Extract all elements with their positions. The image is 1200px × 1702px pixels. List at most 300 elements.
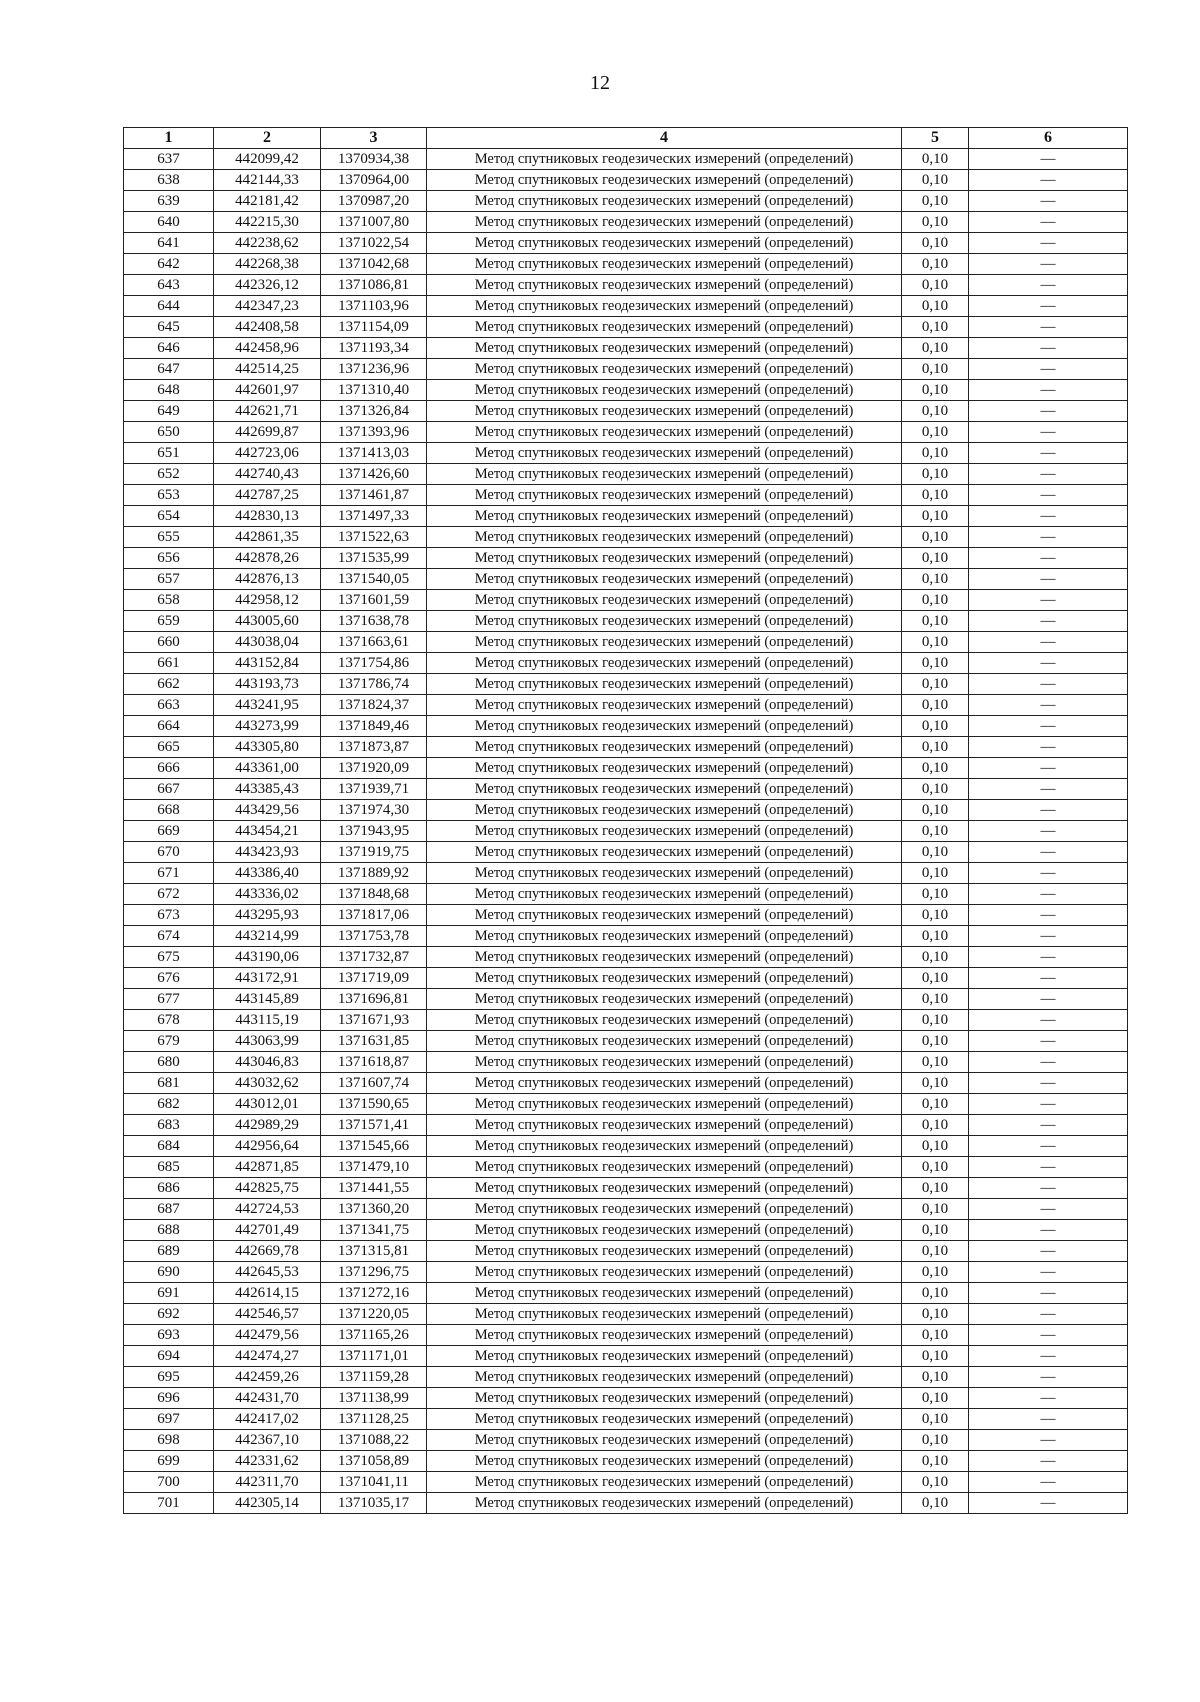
note-cell: —: [969, 1031, 1128, 1052]
point-number-cell: 676: [124, 968, 214, 989]
y-coordinate-cell: 1371326,84: [321, 401, 427, 422]
x-coordinate-cell: 442181,42: [214, 191, 321, 212]
y-coordinate-cell: 1371461,87: [321, 485, 427, 506]
method-cell: Метод спутниковых геодезических измерений (определений): [427, 170, 902, 191]
x-coordinate-cell: 442701,49: [214, 1220, 321, 1241]
x-coordinate-cell: 443038,04: [214, 632, 321, 653]
accuracy-cell: 0,10: [902, 1451, 969, 1472]
point-number-cell: 651: [124, 443, 214, 464]
point-number-cell: 648: [124, 380, 214, 401]
y-coordinate-cell: 1371165,26: [321, 1325, 427, 1346]
x-coordinate-cell: 443172,91: [214, 968, 321, 989]
y-coordinate-cell: 1371732,87: [321, 947, 427, 968]
y-coordinate-cell: 1371341,75: [321, 1220, 427, 1241]
method-cell: Метод спутниковых геодезических измерений (определений): [427, 1262, 902, 1283]
y-coordinate-cell: 1371497,33: [321, 506, 427, 527]
note-cell: —: [969, 926, 1128, 947]
point-number-cell: 663: [124, 695, 214, 716]
y-coordinate-cell: 1371545,66: [321, 1136, 427, 1157]
note-cell: —: [969, 1052, 1128, 1073]
table-row: [124, 1283, 1128, 1304]
x-coordinate-cell: 442311,70: [214, 1472, 321, 1493]
accuracy-cell: 0,10: [902, 1493, 969, 1514]
table-row: [124, 1031, 1128, 1052]
x-coordinate-cell: 443241,95: [214, 695, 321, 716]
table-row: [124, 548, 1128, 569]
accuracy-cell: 0,10: [902, 191, 969, 212]
table-row: [124, 317, 1128, 338]
point-number-cell: 650: [124, 422, 214, 443]
point-number-cell: 641: [124, 233, 214, 254]
point-number-cell: 658: [124, 590, 214, 611]
column-header-2: 2: [214, 128, 321, 149]
method-cell: Метод спутниковых геодезических измерений (определений): [427, 590, 902, 611]
accuracy-cell: 0,10: [902, 464, 969, 485]
note-cell: —: [969, 422, 1128, 443]
y-coordinate-cell: 1371522,63: [321, 527, 427, 548]
y-coordinate-cell: 1371103,96: [321, 296, 427, 317]
accuracy-cell: 0,10: [902, 1220, 969, 1241]
note-cell: —: [969, 1493, 1128, 1514]
method-cell: Метод спутниковых геодезических измерений (определений): [427, 443, 902, 464]
method-cell: Метод спутниковых геодезических измерений (определений): [427, 695, 902, 716]
y-coordinate-cell: 1371974,30: [321, 800, 427, 821]
note-cell: —: [969, 716, 1128, 737]
method-cell: Метод спутниковых геодезических измерений (определений): [427, 1115, 902, 1136]
table-row: [124, 1451, 1128, 1472]
accuracy-cell: 0,10: [902, 590, 969, 611]
method-cell: Метод спутниковых геодезических измерений (определений): [427, 212, 902, 233]
note-cell: —: [969, 149, 1128, 170]
method-cell: Метод спутниковых геодезических измерений (определений): [427, 191, 902, 212]
table-row: [124, 233, 1128, 254]
table-row: [124, 506, 1128, 527]
point-number-cell: 692: [124, 1304, 214, 1325]
point-number-cell: 680: [124, 1052, 214, 1073]
table-row: [124, 1430, 1128, 1451]
accuracy-cell: 0,10: [902, 422, 969, 443]
point-number-cell: 672: [124, 884, 214, 905]
x-coordinate-cell: 442367,10: [214, 1430, 321, 1451]
y-coordinate-cell: 1371479,10: [321, 1157, 427, 1178]
y-coordinate-cell: 1371571,41: [321, 1115, 427, 1136]
x-coordinate-cell: 442459,26: [214, 1367, 321, 1388]
accuracy-cell: 0,10: [902, 905, 969, 926]
column-header-4: 4: [427, 128, 902, 149]
point-number-cell: 664: [124, 716, 214, 737]
accuracy-cell: 0,10: [902, 1178, 969, 1199]
x-coordinate-cell: 442331,62: [214, 1451, 321, 1472]
y-coordinate-cell: 1371128,25: [321, 1409, 427, 1430]
y-coordinate-cell: 1371638,78: [321, 611, 427, 632]
y-coordinate-cell: 1371919,75: [321, 842, 427, 863]
y-coordinate-cell: 1371719,09: [321, 968, 427, 989]
y-coordinate-cell: 1371413,03: [321, 443, 427, 464]
x-coordinate-cell: 442514,25: [214, 359, 321, 380]
method-cell: Метод спутниковых геодезических измерений (определений): [427, 1031, 902, 1052]
x-coordinate-cell: 443423,93: [214, 842, 321, 863]
point-number-cell: 681: [124, 1073, 214, 1094]
note-cell: —: [969, 653, 1128, 674]
table-row: [124, 296, 1128, 317]
note-cell: —: [969, 1367, 1128, 1388]
x-coordinate-cell: 443295,93: [214, 905, 321, 926]
accuracy-cell: 0,10: [902, 968, 969, 989]
note-cell: —: [969, 1241, 1128, 1262]
method-cell: Метод спутниковых геодезических измерений (определений): [427, 338, 902, 359]
method-cell: Метод спутниковых геодезических измерений (определений): [427, 1010, 902, 1031]
table-header: [124, 128, 1128, 149]
accuracy-cell: 0,10: [902, 443, 969, 464]
method-cell: Метод спутниковых геодезических измерений (определений): [427, 1325, 902, 1346]
method-cell: Метод спутниковых геодезических измерений (определений): [427, 737, 902, 758]
point-number-cell: 662: [124, 674, 214, 695]
point-number-cell: 666: [124, 758, 214, 779]
note-cell: —: [969, 359, 1128, 380]
table-row: [124, 1262, 1128, 1283]
x-coordinate-cell: 443012,01: [214, 1094, 321, 1115]
table-row: [124, 1472, 1128, 1493]
x-coordinate-cell: 442458,96: [214, 338, 321, 359]
note-cell: —: [969, 527, 1128, 548]
point-number-cell: 683: [124, 1115, 214, 1136]
table-row: [124, 1073, 1128, 1094]
x-coordinate-cell: 443190,06: [214, 947, 321, 968]
method-cell: Метод спутниковых геодезических измерений (определений): [427, 569, 902, 590]
y-coordinate-cell: 1371696,81: [321, 989, 427, 1010]
point-number-cell: 673: [124, 905, 214, 926]
note-cell: —: [969, 1094, 1128, 1115]
y-coordinate-cell: 1371393,96: [321, 422, 427, 443]
method-cell: Метод спутниковых геодезических измерений (определений): [427, 317, 902, 338]
method-cell: Метод спутниковых геодезических измерений (определений): [427, 1367, 902, 1388]
accuracy-cell: 0,10: [902, 842, 969, 863]
y-coordinate-cell: 1371138,99: [321, 1388, 427, 1409]
note-cell: —: [969, 1178, 1128, 1199]
x-coordinate-cell: 442740,43: [214, 464, 321, 485]
accuracy-cell: 0,10: [902, 1304, 969, 1325]
accuracy-cell: 0,10: [902, 1346, 969, 1367]
accuracy-cell: 0,10: [902, 1094, 969, 1115]
note-cell: —: [969, 947, 1128, 968]
method-cell: Метод спутниковых геодезических измерений (определений): [427, 1157, 902, 1178]
table-row: [124, 863, 1128, 884]
accuracy-cell: 0,10: [902, 569, 969, 590]
method-cell: Метод спутниковых геодезических измерений (определений): [427, 296, 902, 317]
x-coordinate-cell: 443361,00: [214, 758, 321, 779]
table-row: [124, 779, 1128, 800]
method-cell: Метод спутниковых геодезических измерений (определений): [427, 1178, 902, 1199]
point-number-cell: 688: [124, 1220, 214, 1241]
x-coordinate-cell: 442099,42: [214, 149, 321, 170]
y-coordinate-cell: 1371159,28: [321, 1367, 427, 1388]
table-row: [124, 884, 1128, 905]
method-cell: Метод спутниковых геодезических измерений (определений): [427, 1283, 902, 1304]
note-cell: —: [969, 212, 1128, 233]
method-cell: Метод спутниковых геодезических измерений (определений): [427, 821, 902, 842]
method-cell: Метод спутниковых геодезических измерений (определений): [427, 1199, 902, 1220]
y-coordinate-cell: 1371154,09: [321, 317, 427, 338]
point-number-cell: 675: [124, 947, 214, 968]
note-cell: —: [969, 1388, 1128, 1409]
x-coordinate-cell: 442787,25: [214, 485, 321, 506]
y-coordinate-cell: 1371007,80: [321, 212, 427, 233]
x-coordinate-cell: 442431,70: [214, 1388, 321, 1409]
accuracy-cell: 0,10: [902, 674, 969, 695]
point-number-cell: 647: [124, 359, 214, 380]
accuracy-cell: 0,10: [902, 800, 969, 821]
note-cell: —: [969, 443, 1128, 464]
y-coordinate-cell: 1370964,00: [321, 170, 427, 191]
note-cell: —: [969, 695, 1128, 716]
note-cell: —: [969, 1115, 1128, 1136]
point-number-cell: 689: [124, 1241, 214, 1262]
table-row: [124, 1010, 1128, 1031]
point-number-cell: 695: [124, 1367, 214, 1388]
point-number-cell: 686: [124, 1178, 214, 1199]
x-coordinate-cell: 443152,84: [214, 653, 321, 674]
y-coordinate-cell: 1371848,68: [321, 884, 427, 905]
y-coordinate-cell: 1371310,40: [321, 380, 427, 401]
table-row: [124, 611, 1128, 632]
point-number-cell: 653: [124, 485, 214, 506]
note-cell: —: [969, 1220, 1128, 1241]
method-cell: Метод спутниковых геодезических измерений (определений): [427, 1451, 902, 1472]
column-header-5: 5: [902, 128, 969, 149]
note-cell: —: [969, 1157, 1128, 1178]
table-row: [124, 1346, 1128, 1367]
x-coordinate-cell: 442723,06: [214, 443, 321, 464]
y-coordinate-cell: 1371601,59: [321, 590, 427, 611]
accuracy-cell: 0,10: [902, 1388, 969, 1409]
accuracy-cell: 0,10: [902, 737, 969, 758]
y-coordinate-cell: 1371849,46: [321, 716, 427, 737]
table-row: [124, 989, 1128, 1010]
x-coordinate-cell: 443305,80: [214, 737, 321, 758]
y-coordinate-cell: 1371607,74: [321, 1073, 427, 1094]
table-row: [124, 464, 1128, 485]
note-cell: —: [969, 233, 1128, 254]
point-number-cell: 687: [124, 1199, 214, 1220]
method-cell: Метод спутниковых геодезических измерений (определений): [427, 1409, 902, 1430]
x-coordinate-cell: 443385,43: [214, 779, 321, 800]
note-cell: —: [969, 485, 1128, 506]
note-cell: —: [969, 968, 1128, 989]
point-number-cell: 684: [124, 1136, 214, 1157]
method-cell: Метод спутниковых геодезических измерений (определений): [427, 653, 902, 674]
table-row: [124, 1367, 1128, 1388]
table-row: [124, 1241, 1128, 1262]
accuracy-cell: 0,10: [902, 884, 969, 905]
y-coordinate-cell: 1371618,87: [321, 1052, 427, 1073]
note-cell: —: [969, 1472, 1128, 1493]
x-coordinate-cell: 442408,58: [214, 317, 321, 338]
x-coordinate-cell: 442474,27: [214, 1346, 321, 1367]
x-coordinate-cell: 442305,14: [214, 1493, 321, 1514]
method-cell: Метод спутниковых геодезических измерений (определений): [427, 947, 902, 968]
table-row: [124, 968, 1128, 989]
x-coordinate-cell: 443273,99: [214, 716, 321, 737]
x-coordinate-cell: 442645,53: [214, 1262, 321, 1283]
note-cell: —: [969, 758, 1128, 779]
x-coordinate-cell: 442347,23: [214, 296, 321, 317]
table-row: [124, 716, 1128, 737]
table-row: [124, 422, 1128, 443]
table-row: [124, 1304, 1128, 1325]
accuracy-cell: 0,10: [902, 1367, 969, 1388]
table-row: [124, 170, 1128, 191]
table-row: [124, 695, 1128, 716]
y-coordinate-cell: 1371889,92: [321, 863, 427, 884]
note-cell: —: [969, 569, 1128, 590]
method-cell: Метод спутниковых геодезических измерений (определений): [427, 506, 902, 527]
note-cell: —: [969, 611, 1128, 632]
table-row: [124, 1409, 1128, 1430]
y-coordinate-cell: 1371441,55: [321, 1178, 427, 1199]
point-number-cell: 656: [124, 548, 214, 569]
accuracy-cell: 0,10: [902, 821, 969, 842]
point-number-cell: 657: [124, 569, 214, 590]
point-number-cell: 661: [124, 653, 214, 674]
y-coordinate-cell: 1371671,93: [321, 1010, 427, 1031]
point-number-cell: 691: [124, 1283, 214, 1304]
accuracy-cell: 0,10: [902, 1472, 969, 1493]
method-cell: Метод спутниковых геодезических измерений (определений): [427, 527, 902, 548]
table-row: [124, 443, 1128, 464]
x-coordinate-cell: 443046,83: [214, 1052, 321, 1073]
method-cell: Метод спутниковых геодезических измерений (определений): [427, 1346, 902, 1367]
accuracy-cell: 0,10: [902, 947, 969, 968]
accuracy-cell: 0,10: [902, 863, 969, 884]
x-coordinate-cell: 442989,29: [214, 1115, 321, 1136]
note-cell: —: [969, 191, 1128, 212]
point-number-cell: 694: [124, 1346, 214, 1367]
y-coordinate-cell: 1371939,71: [321, 779, 427, 800]
accuracy-cell: 0,10: [902, 233, 969, 254]
note-cell: —: [969, 779, 1128, 800]
y-coordinate-cell: 1371315,81: [321, 1241, 427, 1262]
method-cell: Метод спутниковых геодезических измерений (определений): [427, 1052, 902, 1073]
table-row: [124, 653, 1128, 674]
note-cell: —: [969, 632, 1128, 653]
note-cell: —: [969, 884, 1128, 905]
point-number-cell: 638: [124, 170, 214, 191]
method-cell: Метод спутниковых геодезических измерений (определений): [427, 674, 902, 695]
accuracy-cell: 0,10: [902, 653, 969, 674]
x-coordinate-cell: 442479,56: [214, 1325, 321, 1346]
note-cell: —: [969, 863, 1128, 884]
x-coordinate-cell: 443032,62: [214, 1073, 321, 1094]
point-number-cell: 690: [124, 1262, 214, 1283]
x-coordinate-cell: 442876,13: [214, 569, 321, 590]
x-coordinate-cell: 443115,19: [214, 1010, 321, 1031]
note-cell: —: [969, 1199, 1128, 1220]
accuracy-cell: 0,10: [902, 1073, 969, 1094]
note-cell: —: [969, 1346, 1128, 1367]
y-coordinate-cell: 1371817,06: [321, 905, 427, 926]
accuracy-cell: 0,10: [902, 380, 969, 401]
x-coordinate-cell: 442621,71: [214, 401, 321, 422]
x-coordinate-cell: 443005,60: [214, 611, 321, 632]
column-header-3: 3: [321, 128, 427, 149]
table-row: [124, 1178, 1128, 1199]
accuracy-cell: 0,10: [902, 338, 969, 359]
point-number-cell: 649: [124, 401, 214, 422]
accuracy-cell: 0,10: [902, 1031, 969, 1052]
accuracy-cell: 0,10: [902, 695, 969, 716]
x-coordinate-cell: 442417,02: [214, 1409, 321, 1430]
x-coordinate-cell: 442669,78: [214, 1241, 321, 1262]
method-cell: Метод спутниковых геодезических измерений (определений): [427, 380, 902, 401]
table-row: [124, 1157, 1128, 1178]
table-row: [124, 1094, 1128, 1115]
table-row: [124, 1199, 1128, 1220]
point-number-cell: 640: [124, 212, 214, 233]
y-coordinate-cell: 1371086,81: [321, 275, 427, 296]
method-cell: Метод спутниковых геодезических измерений (определений): [427, 485, 902, 506]
note-cell: —: [969, 338, 1128, 359]
accuracy-cell: 0,10: [902, 506, 969, 527]
table-row: [124, 1325, 1128, 1346]
table-row: [124, 632, 1128, 653]
table-body: [124, 149, 1128, 1514]
accuracy-cell: 0,10: [902, 1052, 969, 1073]
point-number-cell: 701: [124, 1493, 214, 1514]
note-cell: —: [969, 821, 1128, 842]
accuracy-cell: 0,10: [902, 548, 969, 569]
method-cell: Метод спутниковых геодезических измерений (определений): [427, 464, 902, 485]
accuracy-cell: 0,10: [902, 632, 969, 653]
accuracy-cell: 0,10: [902, 527, 969, 548]
accuracy-cell: 0,10: [902, 212, 969, 233]
column-header-6: 6: [969, 128, 1128, 149]
accuracy-cell: 0,10: [902, 1010, 969, 1031]
method-cell: Метод спутниковых геодезических измерений (определений): [427, 926, 902, 947]
accuracy-cell: 0,10: [902, 1409, 969, 1430]
y-coordinate-cell: 1371943,95: [321, 821, 427, 842]
accuracy-cell: 0,10: [902, 1283, 969, 1304]
accuracy-cell: 0,10: [902, 254, 969, 275]
accuracy-cell: 0,10: [902, 317, 969, 338]
accuracy-cell: 0,10: [902, 611, 969, 632]
point-number-cell: 642: [124, 254, 214, 275]
point-number-cell: 669: [124, 821, 214, 842]
point-number-cell: 665: [124, 737, 214, 758]
accuracy-cell: 0,10: [902, 926, 969, 947]
method-cell: Метод спутниковых геодезических измерений (определений): [427, 716, 902, 737]
note-cell: —: [969, 1409, 1128, 1430]
x-coordinate-cell: 442825,75: [214, 1178, 321, 1199]
table-row: [124, 842, 1128, 863]
y-coordinate-cell: 1371873,87: [321, 737, 427, 758]
x-coordinate-cell: 442871,85: [214, 1157, 321, 1178]
accuracy-cell: 0,10: [902, 1262, 969, 1283]
x-coordinate-cell: 443454,21: [214, 821, 321, 842]
method-cell: Метод спутниковых геодезических измерений (определений): [427, 1136, 902, 1157]
point-number-cell: 644: [124, 296, 214, 317]
table-row: [124, 254, 1128, 275]
table-row: [124, 149, 1128, 170]
note-cell: —: [969, 1325, 1128, 1346]
method-cell: Метод спутниковых геодезических измерений (определений): [427, 758, 902, 779]
method-cell: Метод спутниковых геодезических измерений (определений): [427, 149, 902, 170]
y-coordinate-cell: 1371272,16: [321, 1283, 427, 1304]
table-row: [124, 338, 1128, 359]
x-coordinate-cell: 443429,56: [214, 800, 321, 821]
point-number-cell: 659: [124, 611, 214, 632]
note-cell: —: [969, 317, 1128, 338]
point-number-cell: 668: [124, 800, 214, 821]
